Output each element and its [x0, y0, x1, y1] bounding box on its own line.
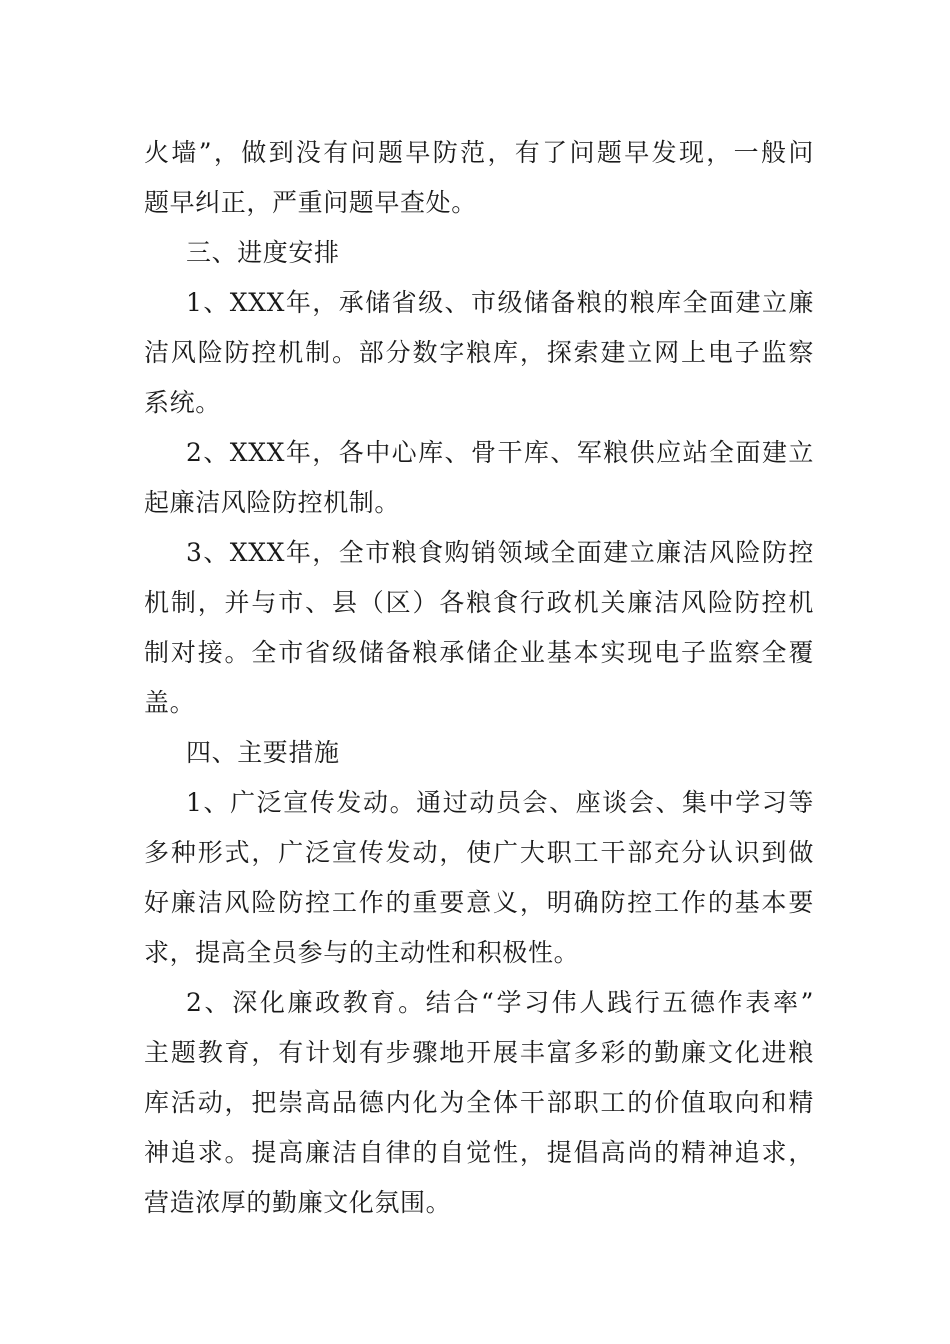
section-heading-schedule: 三、进度安排	[186, 238, 340, 267]
paragraph-measure-1	[144, 778, 814, 978]
section-heading-measures: 四、主要措施	[186, 738, 340, 767]
text-line: 营造浓厚的勤廉文化氛围。	[144, 1188, 452, 1217]
text-line: 求，提高全员参与的主动性和积极性。	[144, 938, 580, 967]
text-line: 1、XXX年，承储省级、市级储备粮的粮库全面建立廉	[186, 288, 814, 317]
text-line: 盖。	[144, 688, 196, 717]
text-line: 库活动，把崇高品德内化为全体干部职工的价值取向和精	[144, 1088, 814, 1117]
text-line: 多种形式，广泛宣传发动，使广大职工干部充分认识到做	[144, 838, 814, 867]
text-line: 3、XXX年，全市粮食购销领域全面建立廉洁风险防控	[186, 538, 814, 567]
text-line: 1、广泛宣传发动。通过动员会、座谈会、集中学习等	[186, 788, 814, 817]
text-line: 机制，并与市、县（区）各粮食行政机关廉洁风险防控机	[144, 588, 814, 617]
paragraph-schedule-3	[144, 528, 814, 728]
text-line: 2、XXX年，各中心库、骨干库、军粮供应站全面建立	[186, 438, 814, 467]
paragraph-measure-2	[144, 978, 814, 1228]
text-line: 洁风险防控机制。部分数字粮库，探索建立网上电子监察	[144, 338, 814, 367]
paragraph-schedule-1	[144, 278, 814, 428]
text-line: 主题教育，有计划有步骤地开展丰富多彩的勤廉文化进粮	[144, 1038, 814, 1067]
text-line: 好廉洁风险防控工作的重要意义，明确防控工作的基本要	[144, 888, 814, 917]
text-line: 起廉洁风险防控机制。	[144, 488, 401, 517]
paragraph-schedule-2	[144, 428, 814, 528]
text-line: 神追求。提高廉洁自律的自觉性，提倡高尚的精神追求，	[144, 1138, 814, 1167]
body-text	[144, 128, 814, 1228]
text-line: 系统。	[144, 388, 221, 417]
text-line: 2、深化廉政教育。结合“学习伟人践行五德作表率”	[186, 988, 814, 1017]
text-line: 制对接。全市省级储备粮承储企业基本实现电子监察全覆	[144, 638, 814, 667]
text-line: 题早纠正，严重问题早查处。	[144, 188, 477, 217]
paragraph-firewall	[144, 128, 814, 228]
text-line: 火墙”，做到没有问题早防范，有了问题早发现，一般问	[144, 138, 814, 167]
